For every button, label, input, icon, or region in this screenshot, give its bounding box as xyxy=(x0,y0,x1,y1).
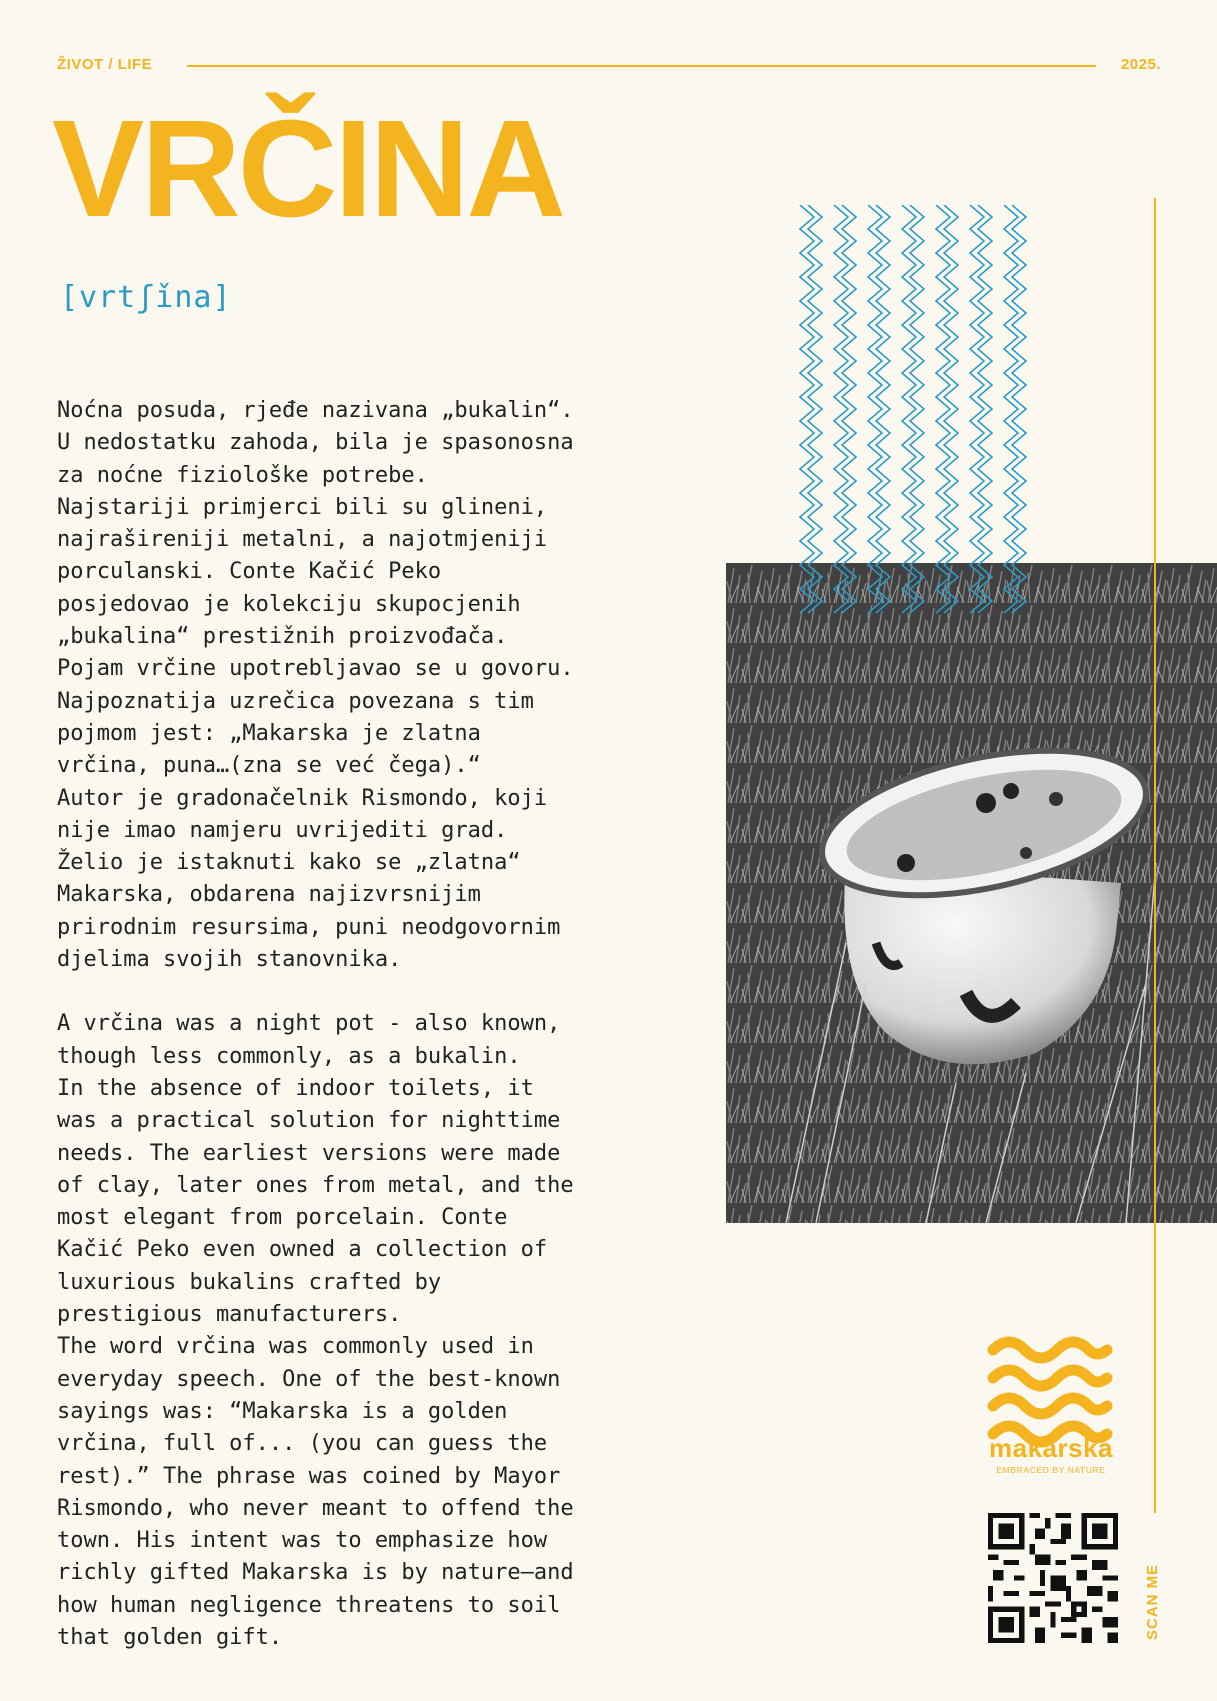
year-label: 2025. xyxy=(1120,56,1161,73)
vertical-accent-line xyxy=(1154,198,1156,1513)
pronunciation: [vrtʃǐna] xyxy=(60,280,232,315)
zigzag-pattern-icon xyxy=(792,205,1032,615)
header-bar xyxy=(57,56,1161,76)
brand-name: makarska xyxy=(989,1433,1113,1463)
entry-body xyxy=(57,395,677,1654)
english-text: A vrčina was a night pot - also known, though less commonly, as a bukalin. In the absence of indoor toilets, it was a practical solution for nighttime needs. The earliest versions were made of clay, later ones from metal, and the most elegant from porcelain. Conte Kačić Peko even owned a collection of luxurious bukalins crafted by prestigious manufacturers. The word vrčina was commonly used in everyday speech. One of the best-known sayings was: “Makarska is a golden vrčina, full of... (you can guess the rest).” The phrase was coined by Mayor Rismondo, who never meant to offend the town. His intent was to emphasize how richly gifted Makarska is by nature—and how human negligence threatens to soil that golden gift. xyxy=(57,1011,574,1650)
brand-tagline: EMBRACED BY NATURE xyxy=(996,1465,1106,1475)
scan-me-label: SCAN ME xyxy=(1144,1563,1161,1640)
qr-code-icon[interactable] xyxy=(988,1513,1118,1643)
entry-title: VRČINA xyxy=(52,92,564,246)
chamber-pot-photo xyxy=(726,563,1217,1223)
header-divider xyxy=(187,65,1096,67)
section-label: ŽIVOT / LIFE xyxy=(57,56,153,73)
croatian-text: Noćna posuda, rjeđe nazivana „bukalin“. U nedostatku zahoda, bila je spasonosna za noćne fiziološke potrebe. Najstariji primjerci bili su glineni, najrašireniji metalni, a najotmjeniji porculanski. Conte Kačić Peko posjedovao je kolekciju skupocjenih „bukalina“ prestižnih proizvođača. Pojam vrčine upotrebljavao se u govoru. Najpoznatija uzrečica povezana s tim pojmom jest: „Makarska je zlatna vrčina, puna…(zna se već čega).“ Autor je gradonačelnik Rismondo, koji nije imao namjeru uvrijediti grad. Želio je istaknuti kako se „zlatna“ Makarska, obdarena najizvrsnijim prirodnim resursima, puni neodgovornim djelima svojih stanovnika. xyxy=(57,398,574,973)
